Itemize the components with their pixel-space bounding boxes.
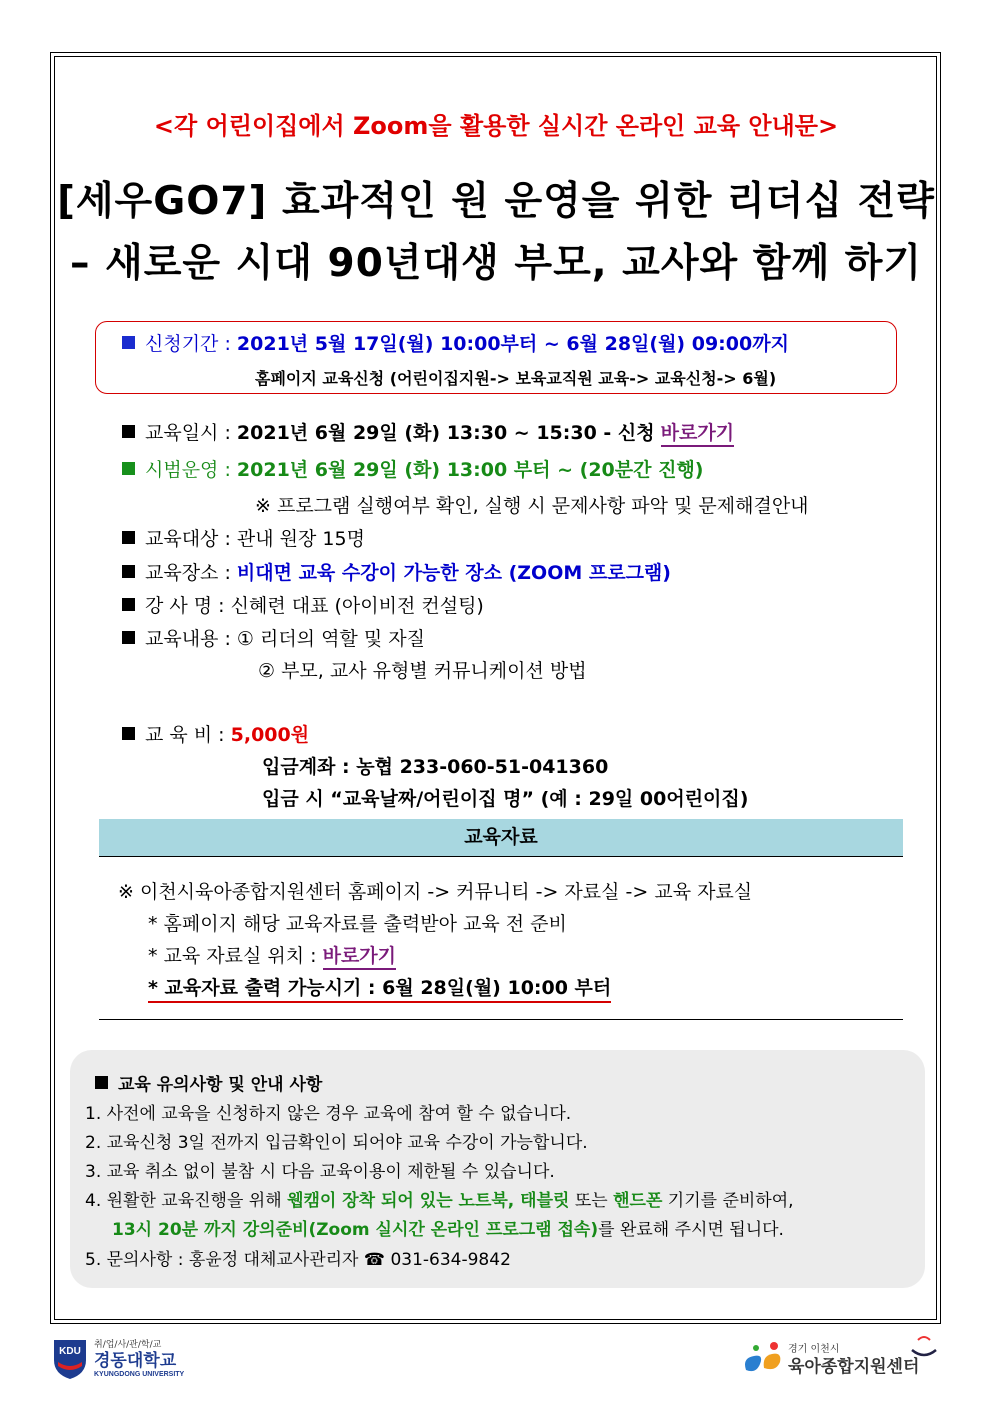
lecturer-row [122,591,484,618]
section-divider [99,1019,903,1020]
place-label: 교육장소 : [145,562,231,584]
notice-item-4-g: 를 완료해 주시면 됩니다. [598,1220,784,1240]
fee-label: 교 육 비 : [145,724,225,746]
fee-value: 5,000원 [230,724,310,746]
bullet-square-icon [122,631,135,644]
place-row [122,558,671,585]
materials-location-link[interactable]: 바로가기 [323,945,396,970]
schedule-row [122,418,734,445]
bullet-square-icon [95,1076,108,1089]
place-value: 비대면 교육 수강이 가능한 장소 (ZOOM 프로그램) [236,562,671,584]
notice-item-1: 1. 사전에 교육을 신청하지 않은 경우 교육에 참여 할 수 없습니다. [85,1104,572,1124]
apply-method: 홈페이지 교육신청 (어린이집지원-> 보육교직원 교육-> 교육신청-> 6월) [255,369,777,388]
target-label: 교육대상 : [145,528,231,550]
bullet-square-icon [122,462,135,475]
page-title-line2: – 새로운 시대 90년대생 부모, 교사와 함께 하기 [69,241,923,286]
apply-period-label: 신청기간 : [145,333,231,355]
notice-item-3: 3. 교육 취소 없이 불참 시 다음 교육이용이 제한될 수 있습니다. [85,1162,555,1182]
bullet-square-icon [122,336,135,349]
lecturer-value: 신혜련 대표 (아이비전 컨설팅) [230,595,484,617]
notice-heading: 교육 유의사항 및 안내 사항 [118,1075,323,1095]
materials-location-label: * 교육 자료실 위치 : [148,945,317,967]
kyungdong-university-logo [50,1336,190,1380]
fee-deposit-note: 입금 시 “교육날짜/어린이집 명” (예 : 29일 00어린이집) [262,788,749,810]
notice-item-4-devices: 웹캠이 장착 되어 있는 노트북, 태블릿 [287,1191,570,1211]
notice-item-2: 2. 교육신청 3일 전까지 입금확인이 되어야 교육 수강이 가능합니다. [85,1133,588,1153]
notice-item-5: 5. 문의사항 : 홍윤정 대체교사관리자 ☎ 031-634-9842 [85,1250,511,1270]
fee-row [122,720,309,747]
trial-value: 2021년 6월 29일 (화) 13:00 부터 ~ (20분간 진행) [236,459,704,481]
kdu-badge-text: KDU [59,1346,81,1357]
bullet-square-icon [122,727,135,740]
apply-period-value: 2021년 5월 17일(월) 10:00부터 ~ 6월 28일(월) 09:00까지 [236,333,789,355]
materials-heading: 교육자료 [99,819,903,857]
apply-period-row [122,329,789,356]
lecturer-label: 강 사 명 : [145,595,225,617]
notice-item-4-e: 기기를 준비하여, [662,1191,794,1211]
notice-item-4 [85,1186,794,1211]
trial-label: 시범운영 : [145,459,231,481]
bullet-square-icon [122,531,135,544]
notice-item-4-c: 또는 [569,1191,614,1211]
center-name: 육아종합지원센터 [788,1357,920,1377]
trial-row [122,455,703,482]
materials-path: ※ 이천시육아종합지원센터 홈페이지 -> 커뮤니티 -> 자료실 -> 교육 자료실 [118,881,753,903]
notice-item-4-time: 13시 20분 까지 강의준비(Zoom 실시간 온라인 프로그램 접속) [112,1220,599,1240]
notice-heading-row [95,1070,322,1095]
center-region: 경기 이천시 [788,1344,840,1355]
content-label: 교육내용 : [145,628,231,650]
content-item-2: ② 부모, 교사 유형별 커뮤니케이션 방법 [258,660,587,682]
bullet-square-icon [122,598,135,611]
trial-note: ※ 프로그램 실행여부 확인, 실행 시 문제사항 파악 및 문제해결안내 [255,495,809,517]
notice-item-4-cont [112,1215,784,1240]
bullet-square-icon [122,425,135,438]
materials-line1: * 홈페이지 해당 교육자료를 출력받아 교육 전 준비 [148,913,567,935]
childcare-center-logo [740,1334,950,1382]
content-item-1: ① 리더의 역할 및 자질 [236,628,425,650]
schedule-value: 2021년 6월 29일 (화) 13:30 ~ 15:30 - 신청 [236,422,655,444]
target-value: 관내 원장 15명 [236,528,365,550]
schedule-label: 교육일시 : [145,422,231,444]
kdu-name-en: KYUNGDONG UNIVERSITY [94,1371,185,1378]
materials-print-date: * 교육자료 출력 가능시기 : 6월 28일(월) 10:00 부터 [148,973,611,1003]
kdu-name: 경동대학교 [94,1351,177,1371]
page-title-line1: [세우GO7] 효과적인 원 운영을 위한 리더십 전략 [57,179,935,224]
target-row [122,524,365,551]
notice-item-4-phone: 핸드폰 [613,1191,663,1211]
bullet-square-icon [122,565,135,578]
notice-subtitle: <각 어린이집에서 Zoom을 활용한 실시간 온라인 교육 안내문> [153,112,839,140]
kdu-shield-icon [50,1336,190,1380]
content-row [122,624,425,651]
fee-account: 입금계좌 : 농협 233-060-51-041360 [262,756,609,778]
notice-item-4-a: 4. 원활한 교육진행을 위해 [85,1191,288,1211]
childcare-center-logo-icon [740,1334,950,1382]
materials-location-row [148,941,396,968]
kdu-slogan: 취/업/사/관/학/교 [94,1340,162,1350]
schedule-apply-link[interactable]: 바로가기 [661,422,734,447]
